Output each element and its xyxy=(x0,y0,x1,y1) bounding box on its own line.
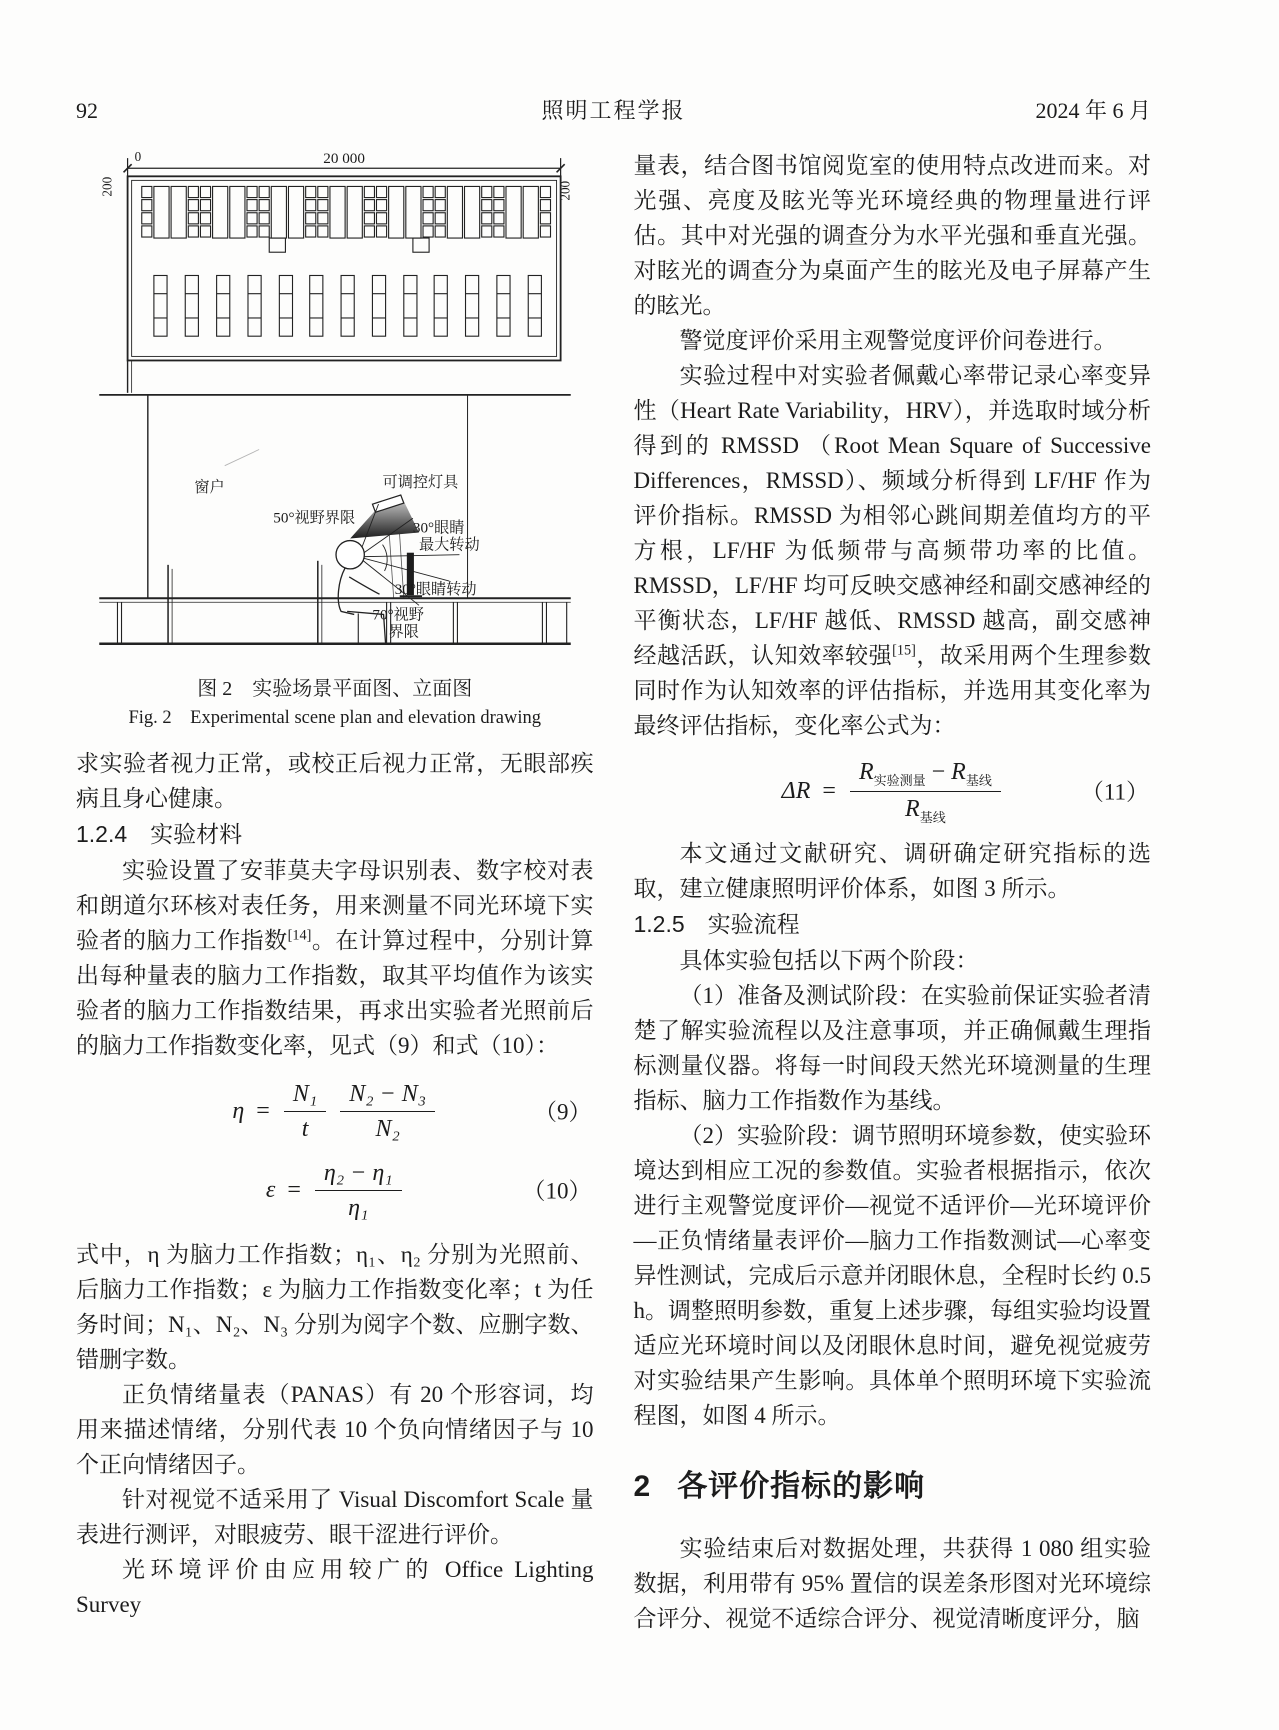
figure-2 xyxy=(76,148,594,732)
paragraph-evaluation-system: 本文通过文献研究、调研确定研究指标的选取，建立健康照明评价体系，如图 3 所示。 xyxy=(633,841,1151,902)
paragraph-stage-1: （1）准备及测试阶段：在实验前保证实验者清楚了解实验流程以及注意事项，并正确佩戴生理指标测量仪器。将每一时间段天然光环境测量的生理指标、脑力工作指数作为基线。 xyxy=(633,983,1151,1114)
eq10-lhs: ε xyxy=(265,1177,276,1203)
paragraph-ols-start: 光环境评价由应用较广的 Office Lighting Survey xyxy=(76,1557,594,1617)
section-2-title: 各评价指标的影响 xyxy=(677,1470,926,1504)
eq9-fraction-2: $\frac{\text{N₂ − N₃}}{\text{N₂}}$ xyxy=(340,1079,435,1144)
paragraph-hrv xyxy=(634,358,1152,743)
citation-14: [14] xyxy=(287,927,312,944)
label-eye30max-1: 30°眼睛 xyxy=(412,519,465,537)
equation-11-body xyxy=(782,757,1003,826)
eq9-lhs: η xyxy=(232,1098,245,1124)
left-column xyxy=(76,148,594,1636)
plan-dim-total: 20 000 xyxy=(323,150,365,168)
equation-11 xyxy=(634,757,1152,826)
plan-dim-zero: 0 xyxy=(134,149,141,165)
eq9-fraction-1: $\frac{\text{N₁}}{t}$ xyxy=(284,1079,326,1144)
eq11-fraction: $\frac{R_{实验测量} - R_{基线}}{R_{基线}}$ xyxy=(850,757,1001,826)
plan-dim-right: 200 xyxy=(557,180,573,201)
figure-2-caption xyxy=(76,674,594,732)
paragraph-hrv-a: 实验过程中对实验者佩戴心率带记录心率变异性（Heart Rate Variability，HRV），并选取时域分析得到的 RMSSD （Root Mean Square of Successive Differences，RMSSD）、频域分析得到 LF/HF 作为评价指标。RMSSD 为相邻心跳间期差值均方的平方根，LF/HF 为低频带与高频带功率的比值。RMSSD，LF/HF 均可反映交感神经和副交感神经的平衡状态，LF/HF 越低、RMSSD 越高，副交感神经越活跃，认知效率较强 xyxy=(633,363,1151,668)
label-lamp: 可调控灯具 xyxy=(382,473,459,491)
right-column xyxy=(634,148,1152,1636)
paragraph-materials-b: 。在计算过程中，分别计算出每种量表的脑力工作指数，取其平均值作为该实验者的脑力工作指数结果，再求出实验者光照前后的脑力工作指数变化率，见式（9）和式（10）： xyxy=(76,928,594,1058)
two-column-body xyxy=(76,148,1151,1636)
eq11-equals: = xyxy=(822,778,836,805)
equation-9 xyxy=(76,1079,594,1144)
paragraph-alertness: 警觉度评价采用主观警觉度评价问卷进行。 xyxy=(679,328,1117,353)
figure-2-caption-zh: 图 2 实验场景平面图、立面图 xyxy=(197,678,473,700)
eq9-equals: = xyxy=(256,1098,270,1124)
journal-title: 照明工程学报 xyxy=(541,98,686,123)
label-eye30max-2: 最大转动 xyxy=(418,536,480,554)
issue-date: 2024 年 6 月 xyxy=(1035,98,1151,123)
heading-1-2-5: 1.2.5 实验流程 xyxy=(633,911,800,938)
label-eye30: 30°眼睛转动 xyxy=(394,581,477,599)
paragraph-ols-cont: 量表，结合图书馆阅览室的使用特点改进而来。对光强、亮度及眩光等光环境经典的物理量进行评估。其中对光强的调查分为水平光强和垂直光强。对眩光的调查分为桌面产生的眩光及电子屏幕产生的眩光。 xyxy=(633,153,1151,318)
label-fov50: 50°视野界限 xyxy=(273,509,355,527)
figure-2-caption-en: Fig. 2 Experimental scene plan and elevation drawing xyxy=(128,708,542,728)
eq10-number: （10） xyxy=(522,1178,592,1203)
section-2-number: 2 xyxy=(633,1470,652,1504)
paragraph-visual-discomfort: 针对视觉不适采用了 Visual Discomfort Scale 量表进行测评，对眼疲劳、眼干涩进行评价。 xyxy=(76,1487,594,1547)
paragraph-panas: 正负情绪量表（PANAS）有 20 个形容词，均用来描述情绪，分别代表 10 个负向情绪因子与 10 个正向情绪因子。 xyxy=(76,1382,594,1477)
paragraph-subject-health: 求实验者视力正常，或校正后视力正常，无眼部疾病且身心健康。 xyxy=(76,751,594,811)
equation-10-body xyxy=(266,1158,404,1223)
citation-15: [15] xyxy=(892,642,916,659)
running-head xyxy=(76,94,1151,125)
eq9-number: （9） xyxy=(534,1099,592,1124)
paragraph-materials-a: 实验设置了安菲莫夫字母识别表、数字校对表和朗道尔环核对表任务，用来测量不同光环境下实验者的脑力工作指数 xyxy=(76,858,594,953)
paragraph-materials xyxy=(76,853,594,1063)
eq10-equals: = xyxy=(287,1177,301,1203)
label-window: 窗户 xyxy=(194,479,225,496)
paragraph-eq-definitions: 式中，η 为脑力工作指数；η₁、η₂ 分别为光照前、后脑力工作指数；ε 为脑力工作指数变化率；t 为任务时间；N₁、N₂、N₃ 分别为阅字个数、应删字数、错删字数。 xyxy=(76,1242,594,1372)
paragraph-two-stages: 具体实验包括以下两个阶段： xyxy=(679,948,979,974)
heading-section-2 xyxy=(634,1467,1152,1507)
eq11-lhs: ΔR xyxy=(781,778,811,805)
paragraph-hrv-b: ，故采用两个生理参数同时作为认知效率的评估指标，并选用其变化率为最终评估指标，变化率公式为： xyxy=(633,643,1152,738)
paragraph-results-intro: 实验结束后对数据处理，共获得 1 080 组实验数据，利用带有 95% 置信的误差条形图对光环境综合评分、视觉不适综合评分、视觉清晰度评分，脑 xyxy=(633,1536,1151,1632)
page-number: 92 xyxy=(76,98,98,123)
heading-1-2-4: 1.2.4 实验材料 xyxy=(76,821,243,847)
plan-dim-left: 200 xyxy=(99,176,115,197)
eq11-number: （11） xyxy=(1080,779,1149,805)
label-fov70-2: 界限 xyxy=(388,623,419,641)
equation-10 xyxy=(76,1158,594,1223)
label-fov70-1: 70°视野 xyxy=(372,606,424,624)
figure-2-drawing xyxy=(97,148,573,664)
eq10-fraction: $\frac{\text{η₂ − η₁}}{\text{η₁}}$ xyxy=(315,1158,402,1223)
paragraph-stage-2: （2）实验阶段：调节照明环境参数，使实验环境达到相应工况的参数值。实验者根据指示，依次进行主观警觉度评价—视觉不适评价—光环境评价—正负情绪量表评价—脑力工作指数测试—心率变异性测试，完成后示意并闭眼休息，全程时长约 0.5 h。调整照明参数，重复上述步骤，每组实验均设置适应光环境时间以及闭眼休息时间，避免视觉疲劳对实验结果产生影响。具体单个照明环境下实验流程图，如图 4 所示。 xyxy=(633,1123,1151,1429)
equation-9-body xyxy=(232,1079,437,1144)
